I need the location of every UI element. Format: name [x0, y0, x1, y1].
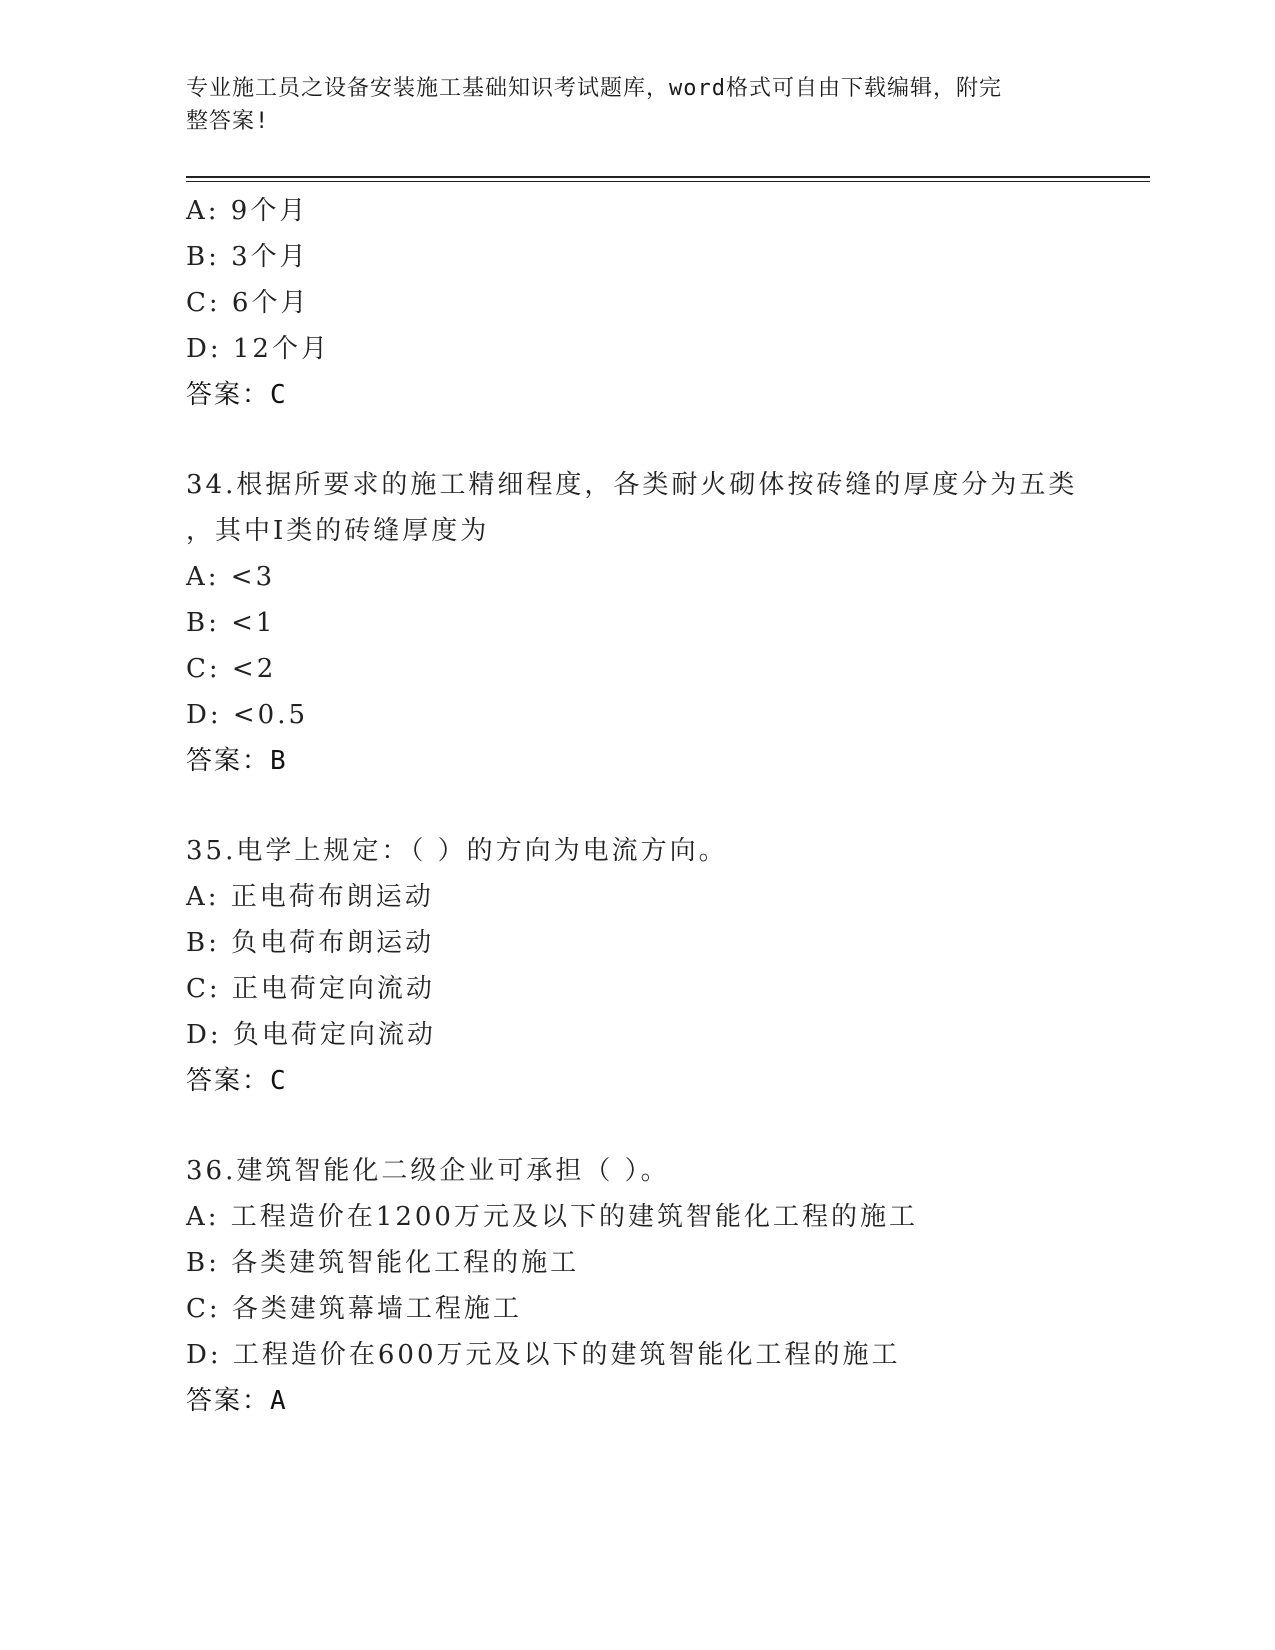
header-title-line-1: 专业施工员之设备安装施工基础知识考试题库，word格式可自由下载编辑，附完	[186, 76, 1002, 101]
spacer	[186, 784, 1146, 828]
option-d: D: 负电荷定向流动	[186, 1020, 436, 1050]
option-b: B: 3个月	[186, 242, 309, 272]
question-35	[186, 828, 1146, 1104]
option-a: A: <3	[186, 562, 276, 592]
answer-line: 答案：B	[186, 746, 288, 776]
question-33-continuation	[186, 188, 1146, 418]
header-title-line-2: 整答案!	[186, 109, 270, 134]
option-a: A: 工程造价在1200万元及以下的建筑智能化工程的施工	[186, 1202, 918, 1232]
question-34	[186, 462, 1146, 784]
document-body	[186, 188, 1146, 1424]
question-stem-line-1: 35.电学上规定：（ ）的方向为电流方向。	[186, 836, 728, 866]
question-36	[186, 1148, 1146, 1424]
question-stem-line-1: 34.根据所要求的施工精细程度，各类耐火砌体按砖缝的厚度分为五类	[186, 470, 1078, 500]
option-b: B: 负电荷布朗运动	[186, 928, 435, 958]
question-stem-line-1: 36.建筑智能化二级企业可承担（ ）。	[186, 1156, 670, 1186]
question-stem-line-2: ，其中I类的砖缝厚度为	[186, 516, 490, 546]
option-c: C: <2	[186, 654, 277, 684]
option-d: D: 工程造价在600万元及以下的建筑智能化工程的施工	[186, 1340, 901, 1370]
option-c: C: 6个月	[186, 288, 310, 318]
header-divider-thick	[186, 176, 1150, 178]
option-d: D: <0.5	[186, 700, 309, 730]
answer-line: 答案：A	[186, 1386, 288, 1416]
document-header	[186, 72, 1066, 138]
answer-line: 答案：C	[186, 380, 288, 410]
option-b: B: 各类建筑智能化工程的施工	[186, 1248, 580, 1278]
header-divider-thin	[186, 181, 1150, 182]
option-b: B: <1	[186, 608, 276, 638]
spacer	[186, 1104, 1146, 1148]
option-c: C: 正电荷定向流动	[186, 974, 435, 1004]
option-c: C: 各类建筑幕墙工程施工	[186, 1294, 522, 1324]
spacer	[186, 418, 1146, 462]
option-d: D: 12个月	[186, 334, 330, 364]
option-a: A: 9个月	[186, 196, 309, 226]
answer-line: 答案：C	[186, 1066, 288, 1096]
option-a: A: 正电荷布朗运动	[186, 882, 434, 912]
